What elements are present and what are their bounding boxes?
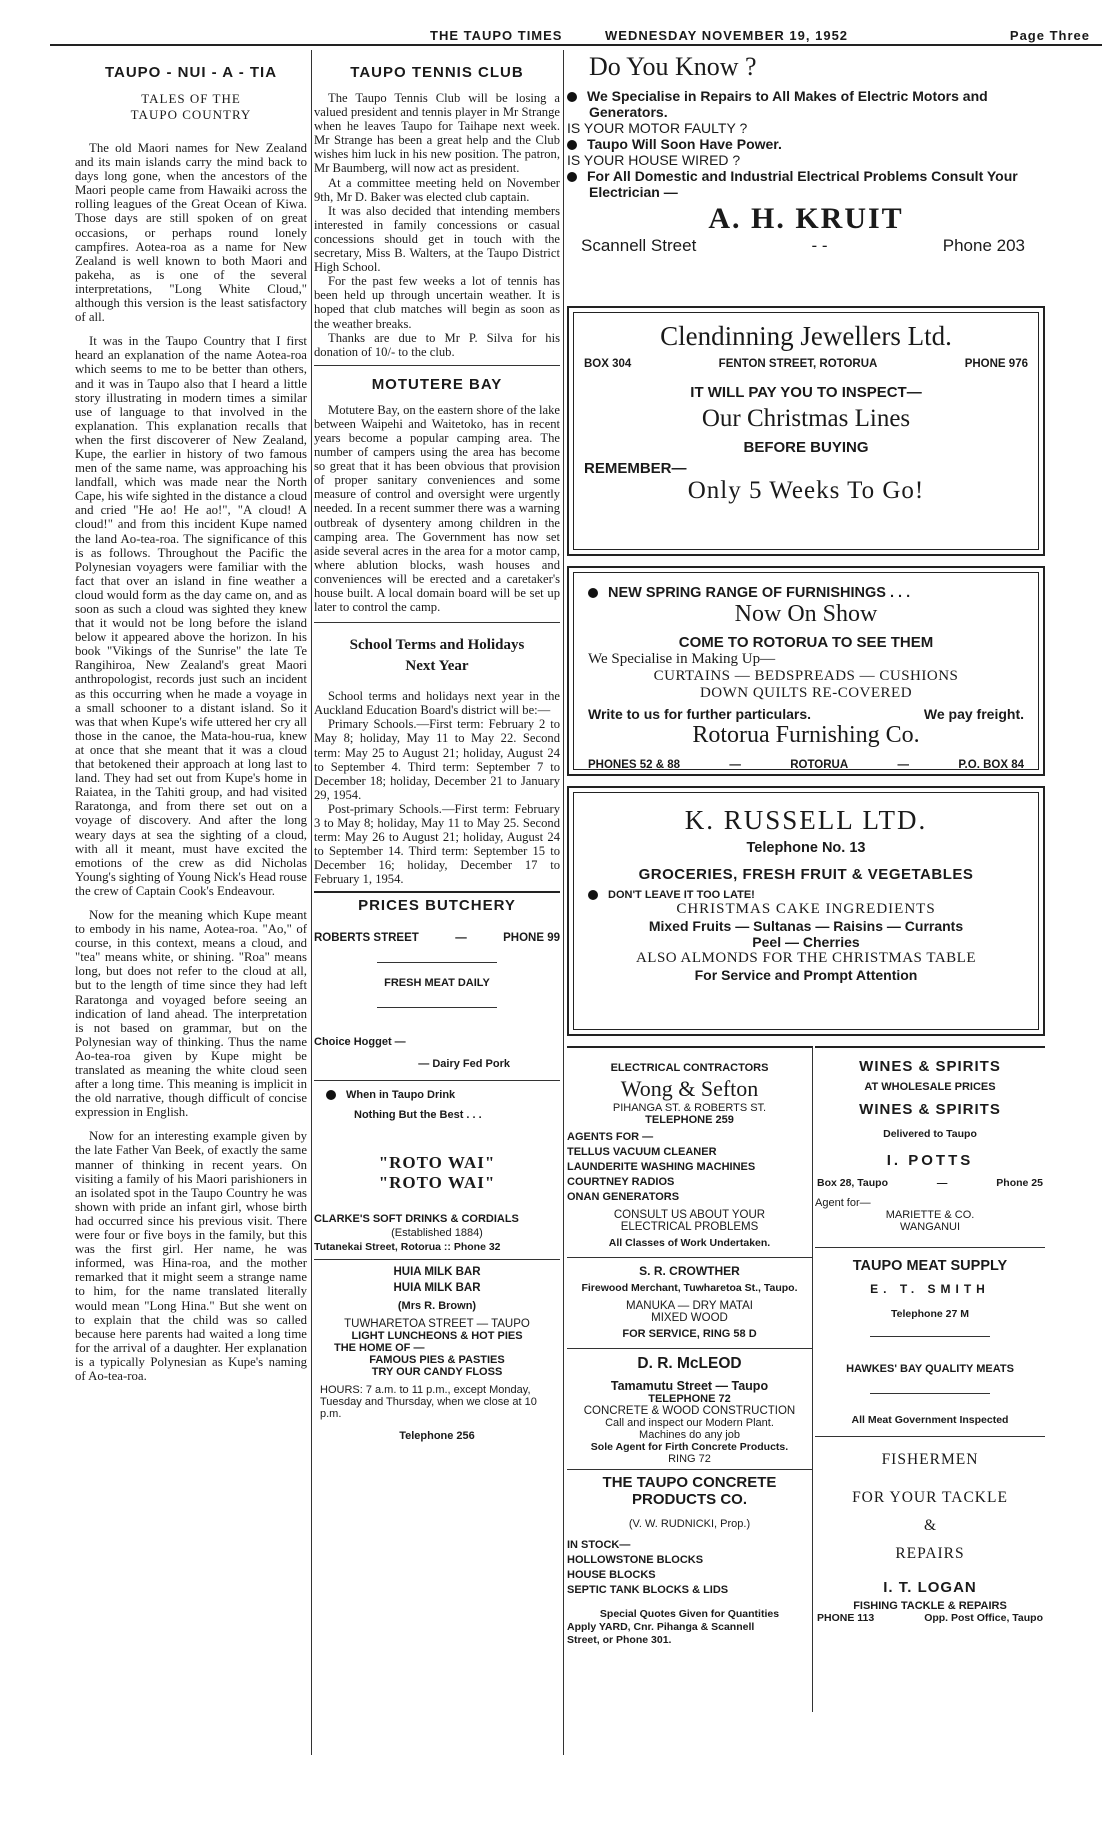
clendinning-ad bbox=[567, 306, 1045, 556]
logan-line: FOR YOUR TACKLE bbox=[852, 1489, 1008, 1506]
mcleod-line: RING 72 bbox=[668, 1453, 711, 1465]
divider bbox=[314, 365, 560, 366]
potts-dash: — bbox=[936, 1177, 948, 1189]
logan-line: FISHERMEN bbox=[881, 1451, 979, 1468]
concrete-name: PRODUCTS CO. bbox=[631, 1491, 747, 1508]
huia-name: HUIA MILK BAR bbox=[393, 1281, 481, 1294]
potts-agency: WANGANUI bbox=[899, 1221, 961, 1233]
paragraph: The old Maori names for New Zealand and its main islands carry the mind back to days long gone, when the ancestors of the Maori people came from Hawaiki across the rolling leagues of the Great Ocean of Kiwa. Those days are still spoken of on great occasions, or perhaps round lonely campfires. Aotea-roa as a name for New Zealand is well known to both Maori and pakeha, as is one of the several interpretations, "Long White Cloud," although this version is the least satisfactory of all. bbox=[75, 141, 307, 325]
meat-owner: E. T. SMITH bbox=[870, 1282, 990, 1296]
header-rule bbox=[50, 44, 1102, 46]
clendinning-address: FENTON STREET, ROTORUA bbox=[718, 358, 878, 370]
concrete-line: Special Quotes Given for Quantities bbox=[599, 1608, 780, 1620]
furnishing-box: P.O. BOX 84 bbox=[958, 759, 1024, 771]
clendinning-line: IT WILL PAY YOU TO INSPECT— bbox=[690, 384, 922, 401]
kruit-question: IS YOUR HOUSE WIRED ? bbox=[567, 152, 741, 168]
concrete-owner: (V. W. RUDNICKI, Prop.) bbox=[628, 1518, 751, 1530]
roto-wai-name: "ROTO WAI" bbox=[378, 1152, 496, 1172]
kruit-headline: Do You Know ? bbox=[589, 52, 757, 81]
furnishing-line: We Specialise in Making Up— bbox=[588, 651, 776, 667]
russell-line: For Service and Prompt Attention bbox=[694, 967, 918, 983]
furnishing-line: We pay freight. bbox=[923, 706, 1024, 722]
bullet-icon bbox=[588, 588, 598, 598]
article-title: TAUPO - NUI - A - TIA bbox=[104, 64, 278, 81]
huia-owner: (Mrs R. Brown) bbox=[397, 1299, 477, 1312]
wong-name: Wong & Sefton bbox=[620, 1076, 759, 1101]
drink-line: When in Taupo Drink bbox=[346, 1088, 456, 1101]
rotorua-furnishing-ad bbox=[567, 566, 1045, 776]
russell-line: Mixed Fruits — Sultanas — Raisins — Currants bbox=[648, 918, 964, 934]
huia-line: TRY OUR CANDY FLOSS bbox=[371, 1365, 503, 1378]
clendinning-line: BEFORE BUYING bbox=[743, 439, 869, 456]
clarke-address: Tutanekai Street, Rotorua :: Phone 32 bbox=[314, 1240, 501, 1253]
mcleod-name: D. R. McLEOD bbox=[637, 1355, 742, 1372]
motutere-body bbox=[314, 403, 560, 614]
potts-box: Box 28, Taupo bbox=[817, 1177, 888, 1189]
russell-line: CHRISTMAS CAKE INGREDIENTS bbox=[676, 901, 936, 917]
potts-agency: MARIETTE & CO. bbox=[885, 1209, 975, 1221]
clendinning-box: BOX 304 bbox=[584, 358, 632, 370]
furnishing-name: Rotorua Furnishing Co. bbox=[692, 722, 920, 748]
paragraph: Now for an interesting example given by the late Father Van Beek, of exactly the same manner of thinking in recent years. On visiting a family of his Maori parishioners in an isolated spot in the Taupo Country he was shown with pride an infant girl, whose birth had occurred since his previous visit. There were four or five boys in the family, but this was the first girl. Her name, he was informed, was Hina-roa, and the mother remarked that it might seem a strange name to him, for the name translated literally would mean "Long Hina." But she went on to explain that the child was so called because here parents had waited a long time for the arrival of a daughter. Her explanation is a typically Polynesian as Kupe's naming of Ao-tea-roa. bbox=[75, 1129, 307, 1383]
paragraph: Primary Schools.—First term: February 2 to May 8; holiday, May 11 to May 22. Second term: May 25 to August 21; holiday, August 24 to September 4. Third term: September 7 to December 18; holiday, December 21 to January 29, 1954. bbox=[314, 717, 560, 802]
potts-line: Delivered to Taupo bbox=[883, 1128, 977, 1140]
concrete-line: Apply YARD, Cnr. Pihanga & Scannell bbox=[567, 1621, 755, 1633]
butchery-phone: PHONE 99 bbox=[503, 931, 560, 944]
wong-line: ELECTRICAL CONTRACTORS bbox=[610, 1062, 769, 1074]
furnishing-dash: — bbox=[897, 759, 910, 771]
lower-ads-right bbox=[815, 1046, 1045, 1712]
motutere-title: MOTUTERE BAY bbox=[371, 375, 503, 393]
divider bbox=[314, 622, 560, 623]
huia-milk-bar-ad bbox=[314, 1266, 560, 1442]
huia-line: THE HOME OF — bbox=[334, 1341, 425, 1354]
mcleod-line: TELEPHONE 72 bbox=[648, 1393, 731, 1405]
paragraph: For the past few weeks a lot of tennis has been held up through uncertain weather. It is hoped that club matches will begin as soon as the weather breaks. bbox=[314, 274, 560, 331]
russell-line: ALSO ALMONDS FOR THE CHRISTMAS TABLE bbox=[635, 950, 977, 966]
paragraph: Now for the meaning which Kupe meant to embody in his name, Aotea-roa. "Ao," of course, in this context, means a cloud, and "tea" means white, or shining. "Roa" means long, but does not refer to the cloud at all, but to the length of time since they had left Raratonga and voyaged before seeing an indication of land ahead. The interpretation is not based on grammar, but on the Polynesian way of thinking. Thus the name Ao-tea-roa given by Kupe might be translated as meaning the white cloud seen after a long time. This meaning is implicit in the old narrative, though difficult of concise expression in English. bbox=[75, 907, 307, 1120]
clendinning-line: Only 5 Weeks To Go! bbox=[687, 477, 925, 504]
wong-line: ELECTRICAL PROBLEMS bbox=[620, 1221, 759, 1233]
wong-line: CONSULT US ABOUT YOUR bbox=[613, 1209, 766, 1221]
furnishing-line: Now On Show bbox=[734, 601, 878, 627]
choice-hogget: Choice Hogget — bbox=[314, 1035, 406, 1048]
butchery-name: PRICES BUTCHERY bbox=[358, 896, 516, 914]
paragraph: It was also decided that intending members interested in family concessions or casual concessions should get in touch with the secretary, Miss B. Walters, at the Taupo District High School. bbox=[314, 203, 560, 275]
huia-line: LIGHT LUNCHEONS & HOT PIES bbox=[351, 1329, 523, 1342]
russell-line: DON'T LEAVE IT TOO LATE! bbox=[608, 889, 755, 901]
concrete-line: HOLLOWSTONE BLOCKS bbox=[567, 1554, 704, 1566]
wong-agency: TELLUS VACUUM CLEANER bbox=[567, 1146, 717, 1158]
school-body bbox=[314, 689, 560, 886]
potts-name: I. POTTS bbox=[886, 1152, 974, 1169]
potts-line: WINES & SPIRITS bbox=[859, 1101, 1001, 1118]
clendinning-phone: PHONE 976 bbox=[964, 358, 1028, 370]
clendinning-line: REMEMBER— bbox=[584, 460, 687, 477]
potts-line: AT WHOLESALE PRICES bbox=[864, 1081, 996, 1093]
concrete-line: Street, or Phone 301. bbox=[567, 1634, 672, 1646]
mcleod-line: Machines do any job bbox=[639, 1429, 740, 1441]
paragraph: School terms and holidays next year in the Auckland Education Board's district will be:— bbox=[314, 689, 560, 718]
school-title: School Terms and Holidays bbox=[349, 637, 525, 654]
wong-agents: AGENTS FOR — bbox=[567, 1131, 654, 1143]
kruit-phone: Phone 203 bbox=[942, 236, 1025, 255]
mcleod-line: Tamamutu Street — Taupo bbox=[610, 1379, 769, 1393]
logan-name: I. T. LOGAN bbox=[883, 1579, 977, 1596]
huia-line: FAMOUS PIES & PASTIES bbox=[369, 1353, 505, 1366]
best-line: Nothing But the Best . . . bbox=[354, 1108, 482, 1121]
fresh-meat: FRESH MEAT DAILY bbox=[384, 976, 490, 989]
newspaper-name: THE TAUPO TIMES bbox=[430, 28, 563, 43]
page-header bbox=[40, 28, 1094, 44]
butchery-dash: — bbox=[455, 931, 467, 944]
furnishing-town: ROTORUA bbox=[790, 759, 849, 771]
bullet-icon bbox=[567, 172, 577, 182]
kruit-dash: - - bbox=[811, 236, 828, 255]
taupo-article bbox=[75, 58, 307, 1703]
kruit-ad bbox=[567, 52, 1045, 256]
furnishing-dash: — bbox=[729, 759, 741, 771]
crowther-line: Firewood Merchant, Tuwharetoa St., Taupo. bbox=[581, 1282, 798, 1294]
dairy-pork: — Dairy Fed Pork bbox=[418, 1057, 510, 1070]
furnishing-line: Write to us for further particulars. bbox=[588, 706, 811, 722]
wong-agency: ONAN GENERATORS bbox=[567, 1191, 680, 1203]
issue-date: WEDNESDAY NOVEMBER 19, 1952 bbox=[605, 28, 849, 43]
huia-hours: HOURS: 7 a.m. to 11 p.m., except Monday, Tuesday and Thursday, when we close at 10 p.m. bbox=[320, 1383, 537, 1420]
page-number: Page Three bbox=[1009, 28, 1090, 43]
russell-line: GROCERIES, FRESH FRUIT & VEGETABLES bbox=[638, 866, 974, 883]
crowther-line: MIXED WOOD bbox=[651, 1312, 728, 1324]
kruit-item: We Specialise in Repairs to All Makes of Electric Motors and Generators. bbox=[587, 88, 988, 120]
furnishing-phones: PHONES 52 & 88 bbox=[588, 759, 681, 771]
clendinning-name: Clendinning Jewellers Ltd. bbox=[660, 321, 952, 351]
potts-agent: Agent for— bbox=[815, 1197, 871, 1209]
paragraph: Post-primary Schools.—First term: February 3 to May 8; holiday, May 11 to May 25. Second term: May 26 to August 21; holiday, August 24 to September 14. Third term: September 15 to December 16; holiday, December 17 to February 1, 1954. bbox=[314, 801, 560, 887]
furnishing-line: COME TO ROTORUA TO SEE THEM bbox=[678, 634, 934, 651]
kruit-street: Scannell Street bbox=[581, 236, 697, 255]
logan-line: REPAIRS bbox=[895, 1545, 965, 1562]
furnishing-line: CURTAINS — BEDSPREADS — CUSHIONS bbox=[653, 668, 959, 684]
meat-supply-name: TAUPO MEAT SUPPLY bbox=[852, 1258, 1008, 1274]
roto-wai-name: "ROTO WAI" bbox=[378, 1172, 496, 1192]
russell-line: Peel — Cherries bbox=[752, 934, 860, 950]
russell-ad bbox=[567, 786, 1045, 1036]
concrete-name: THE TAUPO CONCRETE bbox=[602, 1474, 777, 1491]
huia-phone: Telephone 256 bbox=[399, 1429, 475, 1442]
bullet-icon bbox=[567, 140, 577, 150]
meat-tel: Telephone 27 M bbox=[891, 1308, 969, 1320]
paragraph: The Taupo Tennis Club will be losing a valued president and tennis player in Mr Strange when he leaves Taupo for Taihape next week. Mr Strange has been a great help and the Club wishes him luck in his new position. The patron, Mr Baumberg, will now act as president. bbox=[314, 91, 560, 176]
school-subtitle: Next Year bbox=[405, 658, 469, 675]
wong-address: PIHANGA ST. & ROBERTS ST. bbox=[612, 1102, 767, 1114]
paragraph: Thanks are due to Mr P. Silva for his donation of 10/- to the club. bbox=[314, 330, 560, 359]
logan-phone: PHONE 113 bbox=[817, 1612, 875, 1624]
potts-phone: Phone 25 bbox=[996, 1177, 1043, 1189]
ads-column bbox=[567, 52, 1045, 1712]
kruit-name: A. H. KRUIT bbox=[708, 202, 904, 235]
meat-line: HAWKES' BAY QUALITY MEATS bbox=[846, 1363, 1014, 1375]
column-divider bbox=[563, 50, 564, 1755]
tennis-title: TAUPO TENNIS CLUB bbox=[350, 64, 524, 81]
established: (Established 1884) bbox=[391, 1226, 483, 1239]
bullet-icon bbox=[326, 1090, 336, 1100]
paragraph: It was in the Taupo Country that I first heard an explanation of the name Aotea-roa which seems to me to be better than others, and it was in Taupo also that I heard a little story illustrating in modern times a similar use of language to that involved in the explanation. This explanation recalls that when the first discoverer of New Zealand, Kupe, the earlier in history of two famous men of the same name, was approaching his landfall, which was made near the North Cape, his wife sighted in the distance a cloud and cried "He ao! He ao!", "A cloud! A cloud!" and from this incident Kupe named the land Ao-tea-roa. The significance of this is as follows. Throughout the Pacific the Polynesian voyagers were familiar with the fact that over an island in fine weather a cloud would form as the day came on, and as soon as such a cloud was sighted they knew that it would not be long before the island below it appeared above the horizon. In his book "Vikings of the Sunrise" the late Te Rangihiroa, New Zealand's great Maori anthropologist, records just such an incident as this occurring when he made a voyage in a small schooner to a distant island. So it was that when Kupe's wife uttered her cry all those in the canoe, the Mata-hou-rua, knew at once that she meant that it was a cloud that betokened their approach at long last to land. They had set out from Kupe's home in Raiatea, in the Tahiti group, and had visited Raratonga, and from there set out on a voyage of discovery. And after the long weary days at sea the sighting of a cloud, with all it meant, must have excited the emotions of the crew as did Nicholas Young's sighting of Young Nick's Head rouse the crew of Captain Cook's Endeavour. bbox=[75, 334, 307, 898]
paragraph: At a committee meeting held on November 9th, Mr D. Baker was elected club captain. bbox=[314, 175, 560, 204]
kruit-question: IS YOUR MOTOR FAULTY ? bbox=[567, 120, 748, 136]
roto-wai-ad bbox=[314, 1089, 560, 1253]
furnishing-line: NEW SPRING RANGE OF FURNISHINGS . . . bbox=[608, 585, 911, 601]
huia-street: TUWHARETOA STREET — TAUPO bbox=[344, 1317, 530, 1330]
column-divider bbox=[311, 50, 312, 1755]
concrete-line: SEPTIC TANK BLOCKS & LIDS bbox=[567, 1584, 729, 1596]
mcleod-line: Call and inspect our Modern Plant. bbox=[605, 1417, 774, 1429]
potts-line: WINES & SPIRITS bbox=[859, 1058, 1001, 1075]
butchery-street: ROBERTS STREET bbox=[314, 931, 419, 944]
logan-line: & bbox=[923, 1517, 937, 1534]
bullet-icon bbox=[588, 890, 598, 900]
mcleod-line: Sole Agent for Firth Concrete Products. bbox=[590, 1441, 789, 1453]
russell-name: K. RUSSELL LTD. bbox=[684, 805, 928, 835]
article-body bbox=[75, 141, 307, 1383]
lower-ads-left bbox=[567, 1046, 813, 1712]
wong-agency: LAUNDERITE WASHING MACHINES bbox=[567, 1161, 756, 1173]
prices-butchery-ad bbox=[314, 891, 560, 1070]
crowther-line: FOR SERVICE, RING 58 D bbox=[622, 1328, 757, 1340]
logan-address: Opp. Post Office, Taupo bbox=[924, 1612, 1043, 1624]
article-subtitle: TALES OF THE TAUPO COUNTRY bbox=[130, 91, 252, 122]
bullet-icon bbox=[567, 92, 577, 102]
crowther-name: S. R. CROWTHER bbox=[639, 1264, 740, 1278]
concrete-line: IN STOCK— bbox=[567, 1539, 631, 1551]
wong-agency: COURTNEY RADIOS bbox=[567, 1176, 675, 1188]
paragraph: Motutere Bay, on the eastern shore of the lake between Waipehi and Waitetoko, has in recent years become a popular camping area. The number of campers using the area has become so great that it has been obvious that provision of proper sanitary conveniences and some measure of control and oversight were urgently needed. In a recent summer there was a warning outbreak of dysentery among children in the camping area. The Government has now set aside several acres in the area for a motor camp, where ablution blocks, wash houses and conveniences will be erected and a caretaker's house built. A local domain board will be set up later to control the camp. bbox=[314, 402, 560, 615]
tennis-body bbox=[314, 91, 560, 359]
clarke-line: CLARKE'S SOFT DRINKS & CORDIALS bbox=[314, 1212, 519, 1225]
russell-tel: Telephone No. 13 bbox=[746, 840, 866, 856]
crowther-line: MANUKA — DRY MATAI bbox=[626, 1300, 753, 1312]
kruit-item: Taupo Will Soon Have Power. bbox=[587, 136, 782, 152]
middle-column bbox=[314, 58, 560, 1703]
logan-line: FISHING TACKLE & REPAIRS bbox=[853, 1600, 1007, 1612]
clendinning-line: Our Christmas Lines bbox=[701, 405, 911, 432]
furnishing-line: DOWN QUILTS RE-COVERED bbox=[699, 685, 913, 701]
kruit-item: For All Domestic and Industrial Electrical Problems Consult Your Electrician — bbox=[587, 168, 1018, 200]
wong-line: All Classes of Work Undertaken. bbox=[608, 1237, 771, 1249]
wong-tel: TELEPHONE 259 bbox=[645, 1114, 734, 1126]
mcleod-line: CONCRETE & WOOD CONSTRUCTION bbox=[583, 1405, 796, 1417]
huia-name: HUIA MILK BAR bbox=[393, 1265, 481, 1278]
concrete-line: HOUSE BLOCKS bbox=[567, 1569, 656, 1581]
meat-line: All Meat Government Inspected bbox=[851, 1414, 1009, 1426]
